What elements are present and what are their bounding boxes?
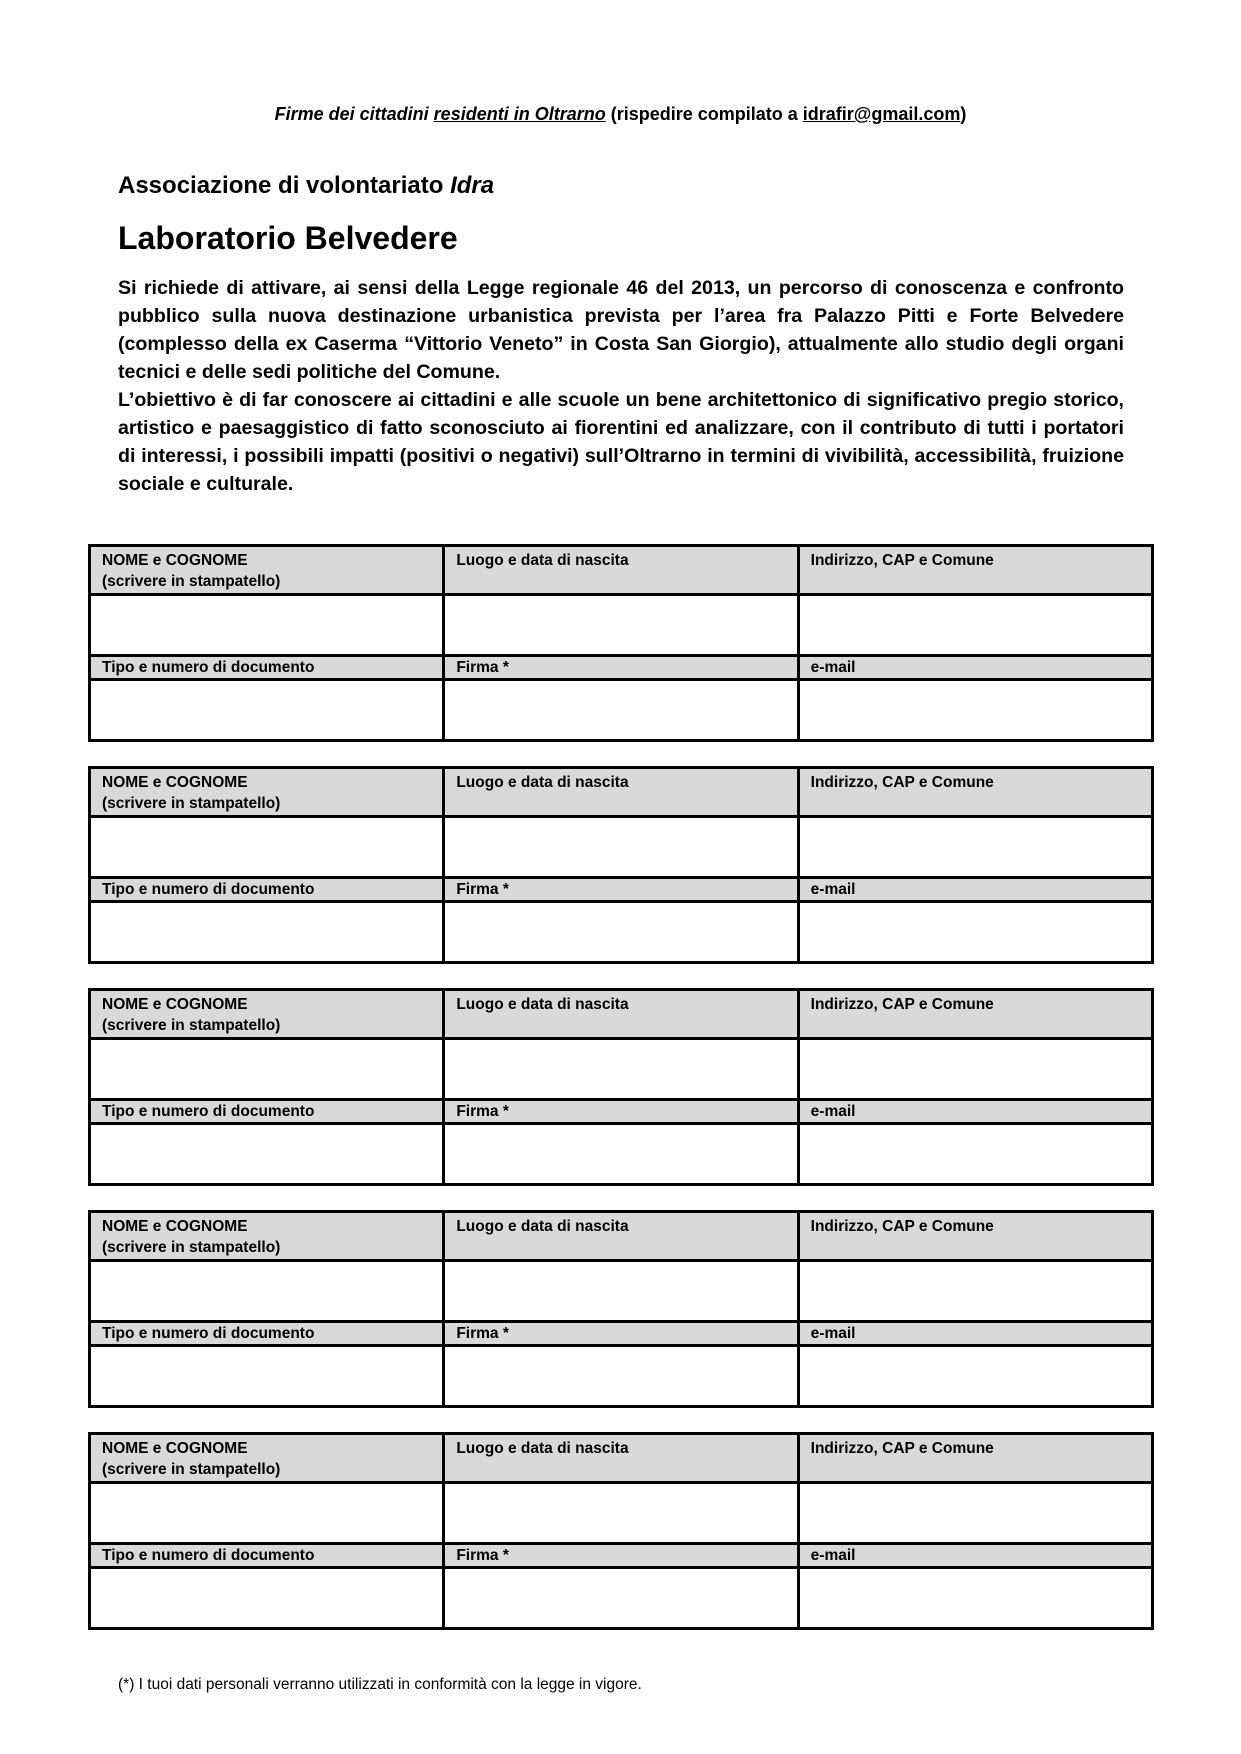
birth-field[interactable] (444, 595, 798, 656)
request-text (118, 274, 1124, 498)
name-label: NOME e COGNOME (102, 552, 248, 569)
header-part3: (rispedire compilato a (605, 104, 803, 124)
paragraph-request: Si richiede di attivare, ai sensi della Legge regionale 46 del 2013, un percorso di conoscenza e confronto pubblico sulla nuova destinazione urbanistica prevista per l’area fra Palazzo Pitti e Forte Belvedere (complesso della ex Caserma “Vittorio Veneto” in Costa San Giorgio), attualmente allo studio degli organi tecnici e delle sedi politiche del Comune. (118, 277, 1124, 383)
address-field[interactable] (798, 595, 1152, 656)
name-header (90, 1434, 444, 1483)
name-field[interactable] (90, 595, 444, 656)
paragraph-objective: L’obiettivo è di far conoscere ai cittadini e alle scuole un bene architettonico di significativo pregio storico, artistico e paesaggistico di fatto sconosciuto ai fiorentini ed analizzare, con il contributo di tutti i portatori di interessi, i possibili impatti (positivi o negativi) sull’Oltrarno in termini di vivibilità, accessibilità, fruizione sociale e culturale. (118, 389, 1124, 495)
signature-header: Firma * (444, 1544, 798, 1568)
email-header: e-mail (798, 878, 1152, 902)
name-sub-label: (scrivere in stampatello) (102, 1239, 281, 1256)
email-field[interactable] (798, 680, 1152, 741)
name-sub-label: (scrivere in stampatello) (102, 1461, 281, 1478)
signature-header: Firma * (444, 1322, 798, 1346)
signature-field[interactable] (444, 1346, 798, 1407)
document-field[interactable] (90, 1568, 444, 1629)
document-header: Tipo e numero di documento (90, 878, 444, 902)
header-email-link[interactable]: idrafir@gmail.com (802, 104, 961, 124)
document-field[interactable] (90, 680, 444, 741)
email-header: e-mail (798, 1100, 1152, 1124)
name-sub-label: (scrivere in stampatello) (102, 795, 281, 812)
name-header (90, 1212, 444, 1261)
header-part4: ) (960, 104, 967, 124)
signature-header: Firma * (444, 878, 798, 902)
address-field[interactable] (798, 1261, 1152, 1322)
birth-header: Luogo e data di nascita (444, 768, 798, 817)
email-header: e-mail (798, 1322, 1152, 1346)
email-header: e-mail (798, 656, 1152, 680)
birth-field[interactable] (444, 1039, 798, 1100)
signature-block (88, 1210, 1154, 1408)
address-field[interactable] (798, 1039, 1152, 1100)
document-header: Tipo e numero di documento (90, 656, 444, 680)
birth-header: Luogo e data di nascita (444, 990, 798, 1039)
address-header: Indirizzo, CAP e Comune (798, 768, 1152, 817)
name-field[interactable] (90, 817, 444, 878)
document-header: Tipo e numero di documento (90, 1100, 444, 1124)
signature-field[interactable] (444, 1124, 798, 1185)
name-label: NOME e COGNOME (102, 1218, 248, 1235)
document-field[interactable] (90, 902, 444, 963)
signature-header: Firma * (444, 1100, 798, 1124)
name-field[interactable] (90, 1039, 444, 1100)
document-field[interactable] (90, 1346, 444, 1407)
email-field[interactable] (798, 1124, 1152, 1185)
signature-block (88, 1432, 1154, 1630)
name-field[interactable] (90, 1483, 444, 1544)
email-field[interactable] (798, 1568, 1152, 1629)
document-field[interactable] (90, 1124, 444, 1185)
name-header (90, 768, 444, 817)
signature-header: Firma * (444, 656, 798, 680)
birth-field[interactable] (444, 1483, 798, 1544)
email-field[interactable] (798, 902, 1152, 963)
name-label: NOME e COGNOME (102, 996, 248, 1013)
address-field[interactable] (798, 817, 1152, 878)
page-title: Laboratorio Belvedere (118, 220, 458, 256)
name-header (90, 546, 444, 595)
birth-header: Luogo e data di nascita (444, 546, 798, 595)
signature-field[interactable] (444, 902, 798, 963)
association-name: Idra (450, 172, 495, 199)
name-label: NOME e COGNOME (102, 1440, 248, 1457)
name-label: NOME e COGNOME (102, 774, 248, 791)
birth-header: Luogo e data di nascita (444, 1434, 798, 1483)
birth-field[interactable] (444, 1261, 798, 1322)
signature-field[interactable] (444, 680, 798, 741)
address-header: Indirizzo, CAP e Comune (798, 990, 1152, 1039)
birth-field[interactable] (444, 817, 798, 878)
address-header: Indirizzo, CAP e Comune (798, 1212, 1152, 1261)
signature-forms (88, 544, 1154, 1654)
birth-header: Luogo e data di nascita (444, 1212, 798, 1261)
document-header: Tipo e numero di documento (90, 1544, 444, 1568)
header-part1: Firme dei cittadini (274, 104, 434, 124)
name-field[interactable] (90, 1261, 444, 1322)
association-prefix: Associazione di volontariato (118, 172, 451, 199)
header-instructions (0, 104, 1241, 125)
address-header: Indirizzo, CAP e Comune (798, 546, 1152, 595)
email-field[interactable] (798, 1346, 1152, 1407)
name-header (90, 990, 444, 1039)
email-header: e-mail (798, 1544, 1152, 1568)
address-field[interactable] (798, 1483, 1152, 1544)
signature-block (88, 544, 1154, 742)
signature-block (88, 988, 1154, 1186)
privacy-footnote: (*) I tuoi dati personali verranno utilizzati in conformità con la legge in vigore. (118, 1676, 642, 1693)
address-header: Indirizzo, CAP e Comune (798, 1434, 1152, 1483)
name-sub-label: (scrivere in stampatello) (102, 573, 281, 590)
name-sub-label: (scrivere in stampatello) (102, 1017, 281, 1034)
document-header: Tipo e numero di documento (90, 1322, 444, 1346)
header-residents: residenti in Oltrarno (433, 104, 606, 124)
signature-block (88, 766, 1154, 964)
signature-field[interactable] (444, 1568, 798, 1629)
association-line (118, 172, 494, 200)
